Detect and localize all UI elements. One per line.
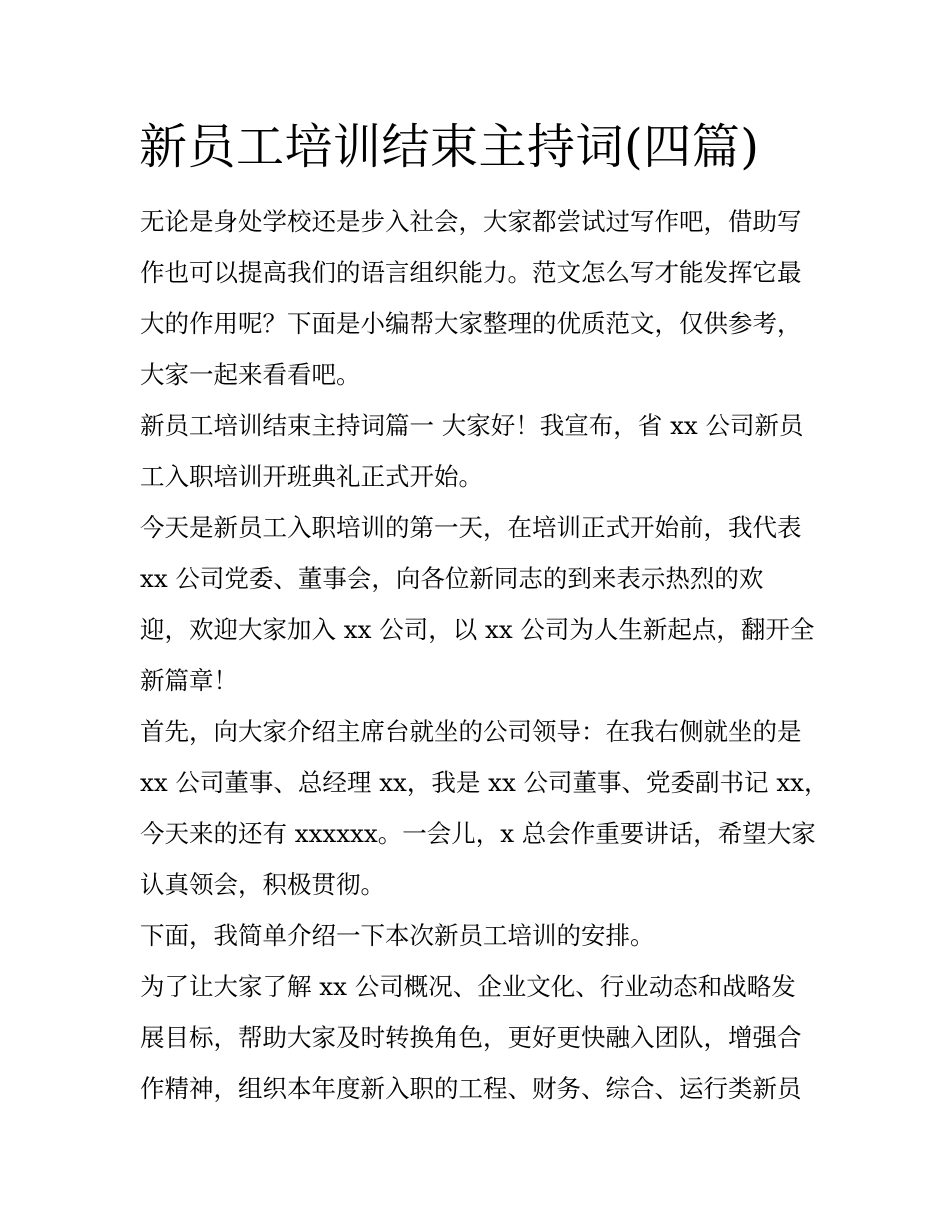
text-line: 大的作用呢？下面是小编帮大家整理的优质范文，仅供参考，: [140, 309, 802, 338]
text-line: 大家一起来看看吧。: [140, 360, 361, 389]
text-line: 认真领会，积极贯彻。: [140, 870, 385, 899]
document-title: 新员工培训结束主持词(四篇): [139, 119, 760, 175]
text-line: xx 公司董事、总经理 xx，我是 xx 公司董事、党委副书记 xx，: [140, 768, 829, 797]
text-line: 迎，欢迎大家加入 xx 公司，以 xx 公司为人生新起点，翻开全: [140, 615, 815, 644]
text-line: 今天来的还有 xxxxxx。一会儿，x 总会作重要讲话，希望大家: [140, 819, 816, 848]
text-line: 下面，我简单介绍一下本次新员工培训的安排。: [140, 921, 655, 950]
text-line: 今天是新员工入职培训的第一天，在培训正式开始前，我代表: [140, 513, 802, 542]
text-line: 作也可以提高我们的语言组织能力。范文怎么写才能发挥它最: [140, 258, 802, 287]
text-line: 作精神，组织本年度新入职的工程、财务、综合、运行类新员: [140, 1074, 802, 1103]
text-line: xx 公司党委、董事会，向各位新同志的到来表示热烈的欢: [140, 564, 764, 593]
text-line: 工入职培训开班典礼正式开始。: [140, 462, 483, 491]
text-line: 为了让大家了解 xx 公司概况、企业文化、行业动态和战略发: [140, 972, 796, 1001]
text-line: 首先，向大家介绍主席台就坐的公司领导：在我右侧就坐的是: [140, 717, 802, 746]
text-line: 无论是身处学校还是步入社会，大家都尝试过写作吧，借助写: [140, 207, 802, 236]
text-line: 展目标，帮助大家及时转换角色，更好更快融入团队，增强合: [140, 1023, 802, 1052]
text-line: 新员工培训结束主持词篇一 大家好！我宣布，省 xx 公司新员: [140, 411, 804, 440]
text-line: 新篇章！: [140, 666, 238, 695]
document-body: [140, 196, 829, 1114]
